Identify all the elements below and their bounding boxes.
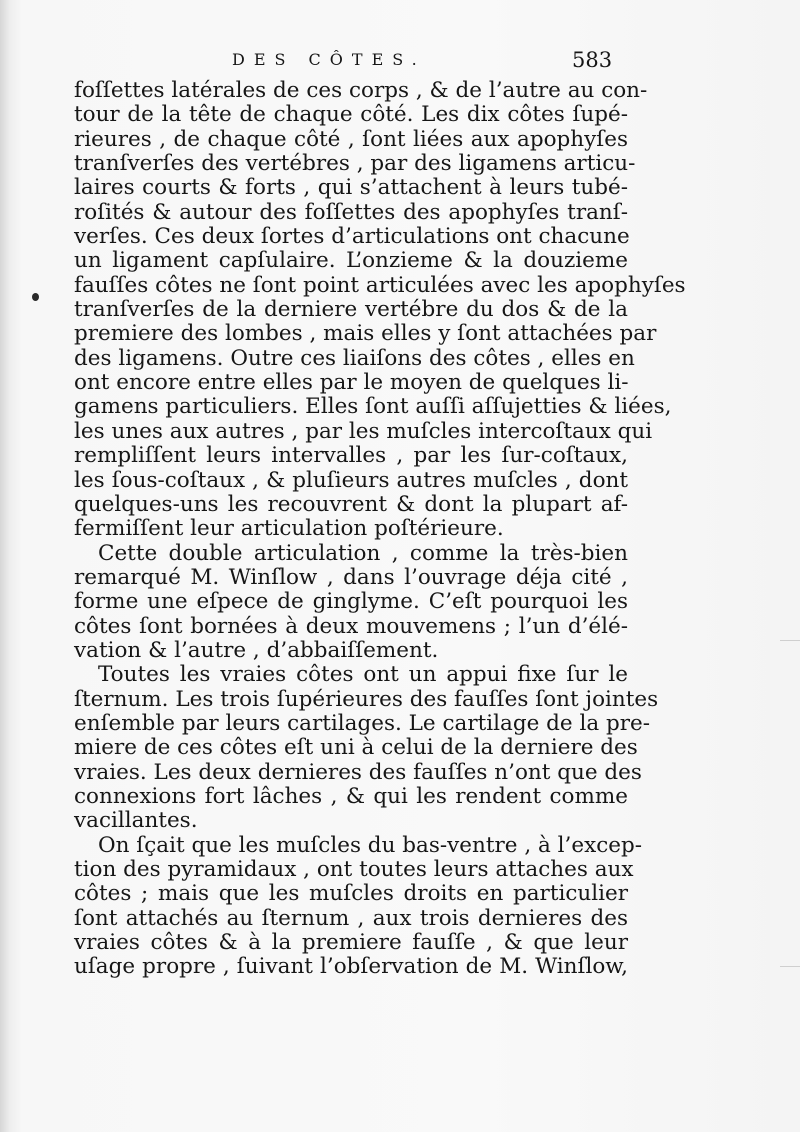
text-line: Toutes les vraies côtes ont un appui fixe ſur le [98, 662, 628, 688]
text-line: Cette double articulation , comme la très-bien [98, 540, 628, 566]
edge-mark [780, 640, 800, 641]
text-line: miere de ces côtes eſt uni à celui de la derniere des [74, 735, 638, 761]
text-line: un ligament capſulaire. L’onzieme & la douzieme [74, 248, 628, 274]
text-line: rempliſſent leurs intervalles , par les ſur-coſtaux, [74, 443, 628, 469]
text-line: foſſettes latérales de ces corps , & de l’autre au con- [74, 78, 648, 103]
text-line: quelques-uns les recouvrent & dont la plupart af- [74, 491, 628, 517]
text-line: enſemble par leurs cartilages. Le cartilage de la pre- [74, 710, 651, 736]
text-line: vacillantes. [74, 808, 198, 834]
text-line: vraies. Les deux dernieres des fauſſes n’ont que des [74, 759, 642, 785]
text-line: rieures , de chaque côté , ſont liées aux apophyſes [74, 126, 628, 152]
text-line: tion des pyramidaux , ont toutes leurs attaches aux [74, 857, 634, 882]
text-line: roſités & autour des foſſettes des apophyſes tranſ- [74, 199, 628, 225]
text-line: On ſçait que les muſcles du bas-ventre , à l’excep- [98, 832, 642, 858]
body-text [74, 78, 686, 980]
edge-mark [780, 966, 800, 967]
page-number: 583 [572, 48, 613, 72]
text-line: gamens particuliers. Elles ſont auſſi aſſujetties & liées, [74, 394, 672, 420]
text-line: ſont attachés au ſternum , aux trois dernieres des [74, 905, 628, 931]
text-line: laires courts & forts , qui s’attachent à leurs tubé- [74, 175, 628, 201]
text-line: des ligamens. Outre ces liaiſons des côtes , elles en [74, 345, 635, 371]
text-line: vraies côtes & à la premiere fauſſe , & que leur [74, 930, 628, 956]
text-line: fauſſes côtes ne ſont point articulées avec les apophyſes [74, 272, 686, 298]
text-line: ont encore entre elles par le moyen de quelques li- [74, 370, 629, 396]
text-line: remarqué M. Winſlow , dans l’ouvrage déja cité , [74, 564, 628, 590]
text-line: premiere des lombes , mais elles y ſont attachées par [74, 321, 657, 347]
text-line: ſternum. Les trois ſupérieures des fauſſes ſont jointes [74, 686, 659, 712]
text-line: vation & l’autre , d’abbaiſſement. [74, 637, 439, 663]
text-line: fermiſſent leur articulation poſtérieure. [74, 516, 504, 542]
text-line: tour de la tête de chaque côté. Les dix côtes ſupé- [74, 102, 628, 128]
text-line: côtes ſont bornées à deux mouvemens ; l’un d’élé- [74, 613, 628, 639]
text-line: verſes. Ces deux ſortes d’articulations ont chacune [74, 224, 630, 250]
text-line: uſage propre , ſuivant l’obſervation de M. Winſlow, [74, 954, 628, 980]
running-head: DES CÔTES. [232, 50, 426, 69]
text-line: côtes ; mais que les muſcles droits en particulier [74, 881, 628, 907]
text-line: tranſverſes de la derniere vertébre du dos & de la [74, 297, 628, 323]
text-line: les ſous-coſtaux , & pluſieurs autres muſcles , dont [74, 467, 628, 493]
text-line: connexions fort lâches , & qui les rendent comme [74, 783, 628, 809]
text-line: les unes aux autres , par les muſcles intercoſtaux qui [74, 418, 653, 444]
text-line: forme une eſpece de ginglyme. C’eſt pourquoi les [74, 589, 628, 615]
ink-spot [32, 293, 39, 301]
text-line: tranſverſes des vertébres , par des ligamens articu- [74, 151, 636, 177]
